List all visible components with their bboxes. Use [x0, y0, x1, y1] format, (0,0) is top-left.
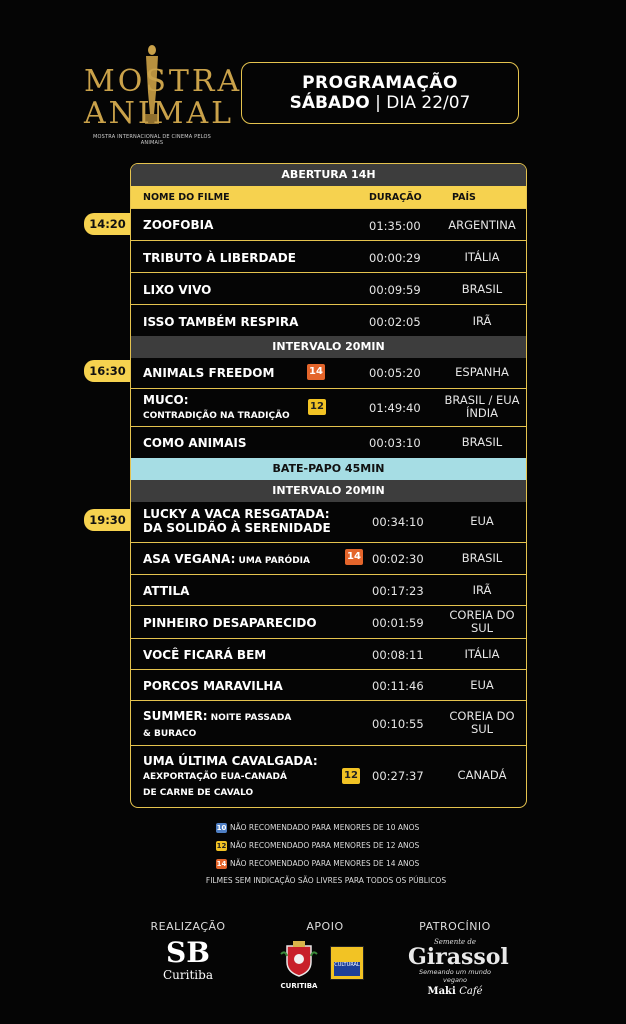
- film-country: BRASIL: [461, 551, 503, 565]
- table-row: [131, 638, 526, 669]
- film-country: [436, 609, 527, 635]
- film-country-line-2: SUL: [470, 722, 494, 736]
- legend-free-note: FILMES SEM INDICAÇÃO SÃO LIVRES PARA TODOS OS PÚBLICOS: [205, 876, 447, 885]
- legend-text-10: NÃO RECOMENDADO PARA MENORES DE 10 ANOS: [230, 823, 420, 832]
- film-country: [436, 394, 527, 420]
- schedule-header-box: [241, 62, 519, 124]
- film-name-line-3: DE CARNE DE CAVALO: [143, 788, 254, 798]
- film-country: BRASIL: [461, 282, 503, 296]
- table-row: [131, 240, 526, 272]
- film-name: PORCOS MARAVILHA: [143, 679, 283, 693]
- film-name-main: SUMMER:: [143, 709, 208, 723]
- apoio-heading: APOIO: [306, 920, 344, 933]
- film-name-line-2: & BURACO: [143, 729, 197, 739]
- date-separator: |: [369, 93, 387, 113]
- film-duration: 00:09:59: [369, 283, 421, 297]
- table-row: [131, 574, 526, 605]
- film-duration: 01:35:00: [369, 219, 421, 233]
- logo-subtitle: MOSTRA INTERNACIONAL DE CINEMA PELOS ANIMAIS: [92, 134, 212, 146]
- film-duration: 00:05:20: [369, 366, 421, 380]
- cultural-logo: [330, 946, 364, 980]
- film-name-sub: UMA PARÓDIA: [235, 556, 310, 566]
- gira-main-text: Girassol: [408, 944, 509, 970]
- film-country: [436, 710, 527, 736]
- time-badge-1: 14:20: [84, 213, 131, 235]
- table-row: [131, 502, 526, 542]
- table-row: [131, 304, 526, 336]
- schedule-day: SÁBADO: [289, 93, 370, 113]
- col-duration-header: DURAÇÃO: [369, 192, 422, 203]
- logo-line-1: MOSTRA: [84, 64, 243, 99]
- col-name-header: NOME DO FILME: [143, 192, 230, 203]
- film-name: LIXO VIVO: [143, 283, 212, 297]
- table-row: [131, 745, 526, 808]
- film-name: ZOOFOBIA: [143, 218, 214, 232]
- film-country: EUA: [470, 678, 494, 692]
- curitiba-logo: [276, 940, 322, 990]
- table-row: [131, 272, 526, 304]
- film-country-line-1: COREIA DO: [449, 608, 515, 622]
- film-name-line-2: DA SOLIDÃO À SERENIDADE: [143, 521, 331, 535]
- film-country: IRÃ: [472, 583, 492, 597]
- sbb-city: Curitiba: [163, 968, 213, 982]
- sbb-mark: SB: [166, 936, 210, 969]
- film-duration: 01:49:40: [369, 401, 421, 415]
- table-row: [131, 700, 526, 745]
- maki-cafe-logo: [408, 986, 502, 997]
- film-country: ARGENTINA: [448, 218, 516, 232]
- film-country: ESPANHA: [455, 365, 509, 379]
- film-name: [143, 552, 310, 568]
- mostra-animal-logo: [84, 44, 243, 146]
- film-name-line-1: MUCO:: [143, 393, 189, 407]
- col-country-header: PAÍS: [452, 192, 476, 203]
- sbb-logo: [160, 938, 216, 982]
- film-duration: 00:08:11: [372, 648, 424, 662]
- gira-top-text: Semente de: [433, 938, 477, 946]
- rating-badge-14: 14: [345, 549, 363, 565]
- film-name-line-2: CONTRADIÇÃO NA TRADIÇÃO: [143, 411, 290, 421]
- film-name: COMO ANIMAIS: [143, 436, 247, 450]
- film-name: PINHEIRO DESAPARECIDO: [143, 616, 317, 630]
- time-badge-2: 16:30: [84, 360, 131, 382]
- film-duration: 00:01:59: [372, 616, 424, 630]
- realizacao-heading: REALIZAÇÃO: [150, 920, 226, 933]
- film-name-line-1: UMA ÚLTIMA CAVALGADA:: [143, 754, 318, 768]
- film-duration: 00:34:10: [372, 515, 424, 529]
- rating-badge-12: 12: [308, 399, 326, 415]
- film-name: VOCÊ FICARÁ BEM: [143, 648, 267, 662]
- film-name: [143, 393, 290, 423]
- table-header: [131, 186, 526, 208]
- film-name: TRIBUTO À LIBERDADE: [143, 251, 296, 265]
- opening-bar: ABERTURA 14H: [131, 164, 526, 186]
- film-country-line-2: SUL: [470, 621, 494, 635]
- logo-line-2: ANIMAL: [84, 96, 235, 131]
- rating-badge-14: 14: [216, 860, 227, 868]
- film-country: BRASIL: [461, 435, 503, 449]
- table-row: [131, 669, 526, 700]
- legend-item-14: [216, 858, 419, 870]
- schedule-table: [130, 163, 527, 808]
- film-name: ISSO TAMBÉM RESPIRA: [143, 315, 299, 329]
- schedule-date-line: [242, 93, 518, 113]
- patrocinio-heading: PATROCÍNIO: [419, 920, 491, 933]
- maki-text: Maki: [427, 986, 456, 997]
- rating-badge-14: 14: [307, 364, 325, 380]
- film-duration: 00:11:46: [372, 679, 424, 693]
- legend-item-10: [216, 822, 419, 834]
- film-country-line-1: COREIA DO: [449, 709, 515, 723]
- table-row: [131, 426, 526, 458]
- film-duration: 00:10:55: [372, 717, 424, 731]
- interval-bar-1: INTERVALO 20MIN: [131, 336, 526, 358]
- film-duration: 00:02:05: [369, 315, 421, 329]
- gira-tagline: Semeando um mundo vegano: [419, 968, 491, 984]
- film-name: [143, 507, 331, 535]
- chat-bar: BATE-PAPO 45MIN: [131, 458, 526, 480]
- film-name-main: ASA VEGANA:: [143, 552, 236, 566]
- film-country: IRÃ: [472, 314, 492, 328]
- film-name: [143, 709, 291, 741]
- rating-badge-12: 12: [342, 768, 360, 784]
- film-name-line-1: LUCKY A VACA RESGATADA:: [143, 507, 330, 521]
- legend-text-14: NÃO RECOMENDADO PARA MENORES DE 14 ANOS: [230, 859, 420, 868]
- legend-text-12: NÃO RECOMENDADO PARA MENORES DE 12 ANOS: [230, 841, 420, 850]
- rating-badge-12: 12: [216, 842, 227, 850]
- schedule-date: DIA 22/07: [386, 93, 471, 113]
- table-row: [131, 542, 526, 574]
- film-country: ITÁLIA: [464, 647, 500, 661]
- film-name: ANIMALS FREEDOM: [143, 366, 275, 380]
- film-name: [143, 754, 318, 800]
- table-row: [131, 208, 526, 240]
- film-name: ATTILA: [143, 584, 190, 598]
- film-country: CANADÁ: [457, 768, 507, 782]
- table-row: [131, 388, 526, 426]
- film-duration: 00:02:30: [372, 552, 424, 566]
- film-name-line-2: AEXPORTAÇÃO EUA-CANADÁ: [143, 772, 287, 782]
- film-country: EUA: [470, 514, 494, 528]
- curitiba-label: CURITIBA: [280, 982, 318, 990]
- film-country-line-2: ÍNDIA: [465, 406, 499, 420]
- table-row: [131, 605, 526, 638]
- film-country-line-1: BRASIL / EUA: [444, 393, 520, 407]
- schedule-title: PROGRAMAÇÃO: [302, 73, 458, 93]
- interval-bar-2: INTERVALO 20MIN: [131, 480, 526, 502]
- legend-item-12: [216, 840, 419, 852]
- film-duration: 00:03:10: [369, 436, 421, 450]
- rating-badge-10: 10: [216, 824, 227, 832]
- film-country: ITÁLIA: [464, 250, 500, 264]
- film-duration: 00:00:29: [369, 251, 421, 265]
- cafe-text: Café: [459, 986, 483, 997]
- film-name-sub: NOITE PASSADA: [207, 713, 292, 723]
- time-badge-3: 19:30: [84, 509, 131, 531]
- semente-de-girassol-logo: [408, 938, 509, 984]
- table-row: [131, 358, 526, 388]
- coat-of-arms-icon: [279, 940, 319, 978]
- film-duration: 00:17:23: [372, 584, 424, 598]
- film-duration: 00:27:37: [372, 769, 424, 783]
- cultural-label: CULTURAL: [334, 962, 360, 976]
